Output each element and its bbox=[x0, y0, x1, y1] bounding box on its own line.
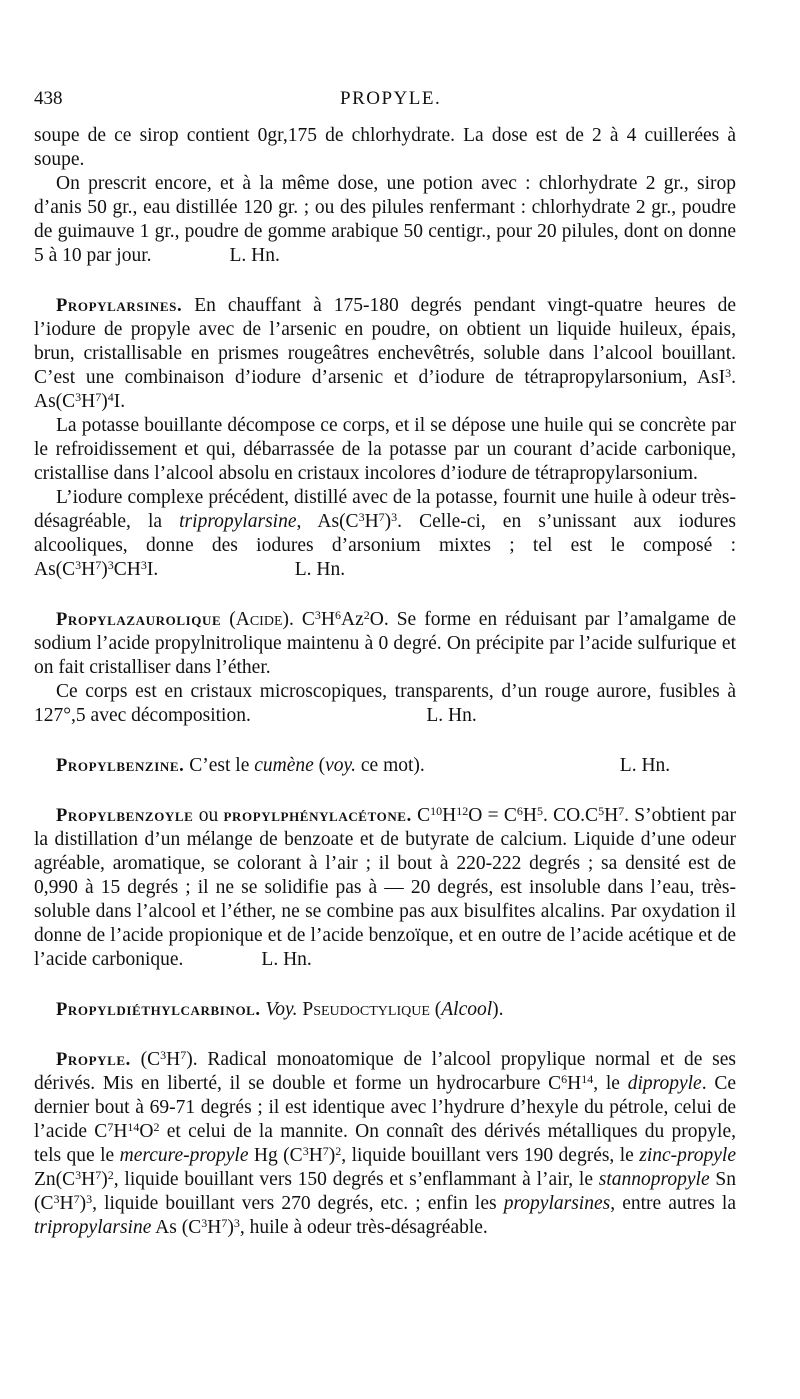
signature: L. Hn. bbox=[229, 245, 280, 266]
document-page bbox=[34, 88, 736, 1240]
entry-propylazaurolique: Propylazaurolique (Acide). $C^3H^6Az^2O$. Se forme en réduisant par l’amalgame de sodium l’acide propylnitrolique maintenu à 0 degré. On précipite par l’acide sulfurique et on fait cristalliser dans l’éther. bbox=[34, 608, 736, 678]
entry-headword: Propylbenzoyle bbox=[56, 806, 194, 826]
page-header bbox=[34, 88, 736, 124]
signature: L. Hn. bbox=[261, 949, 312, 970]
entry-headword: Propylazaurolique bbox=[56, 610, 222, 630]
entry-headword: Propyle. bbox=[56, 1050, 131, 1070]
entry-propylbenzoyle: Propylbenzoyle ou propylphénylacétone. $C^{10}H^{12}O = C^6H^5$. $CO.C^5H^7$. S’obtient par la distillation d’un mélange de benzoate et de butyrate de calcium. Liquide d’une odeur agréable, aromatique, se colorant à l’air ; il bout à 220-222 degrés ; sa densité est de 0,990 à 15 degrés ; il ne se solidifie pas à — 20 degrés, est insoluble dans l’eau, très-soluble dans l’alcool et l’éther, ne se combine pas aux bisulfites alcalins. Par oxydation il donne de l’acide propionique et de l’acide benzoïque, et en outre de l’acide acétique et de l’acide carbonique. L. Hn. bbox=[34, 804, 736, 970]
entry-headword: Propylbenzine. bbox=[56, 756, 185, 776]
signature: L. Hn. bbox=[619, 755, 671, 776]
entry-headword: Propylarsines. bbox=[56, 296, 183, 316]
entry-headword: Propyldiéthylcarbinol. bbox=[56, 1000, 261, 1020]
paragraph-continuation: soupe de ce sirop contient 0gr,175 de chlorhydrate. La dose est de 2 à 4 cuillerées à soupe. bbox=[34, 125, 736, 170]
entry-propyle: Propyle. $(C^3H^7)$. Radical monoatomique de l’alcool propylique normal et de ses dérivés. Mis en liberté, il se double et forme un hydrocarbure $C^6H^{14}$, le dipropyle. Ce dernier bout à 69-71 degrés ; il est identique avec l’hydrure d’hexyle du pétrole, celui de l’acide $C^7H^{14}O^2$ et celui de la mannite. On connaît des dérivés métalliques du propyle, tels que le mercure-propyle Hg $(C^3H^7)^2$, liquide bouillant vers 190 degrés, le zinc-propyle $Zn(C^3H^7)^2$, liquide bouillant vers 150 degrés et s’enflammant à l’air, le stannopropyle Sn $(C^3H^7)^3$, liquide bouillant vers 270 degrés, etc. ; enfin les propylarsines, entre autres la tripropylarsine As $(C^3H^7)^3$, huile à odeur très-désagréable. bbox=[34, 1048, 736, 1238]
running-title: PROPYLE. bbox=[340, 88, 442, 109]
signature: L. Hn. bbox=[294, 559, 346, 580]
paragraph-prescription: On prescrit encore, et à la même dose, une potion avec : chlorhydrate 2 gr., sirop d’anis 50 gr., eau distillée 120 gr. ; ou des pilules renfermant : chlorhydrate 2 gr., poudre de guimauve 1 gr., poudre de gomme arabique 50 centigr., pour 20 pilules, dont on donne 5 à 10 par jour. L. Hn. bbox=[34, 173, 736, 266]
entry-propylbenzine: Propylbenzine. C’est le cumène (voy. ce mot). L. Hn. bbox=[56, 755, 671, 776]
entry-propyldiethylcarbinol: Propyldiéthylcarbinol. Voy. Pseudoctylique (Alcool). bbox=[56, 999, 504, 1020]
page-number: 438 bbox=[34, 88, 63, 109]
signature: L. Hn. bbox=[426, 705, 477, 726]
entry-headword-alt: propylphénylacétone. bbox=[223, 806, 412, 826]
paragraph-cristaux: Ce corps est en cristaux microscopiques, transparents, d’un rouge aurore, fusibles à 127°,5 avec décomposition. L. Hn. bbox=[34, 681, 736, 726]
paragraph-potasse: La potasse bouillante décompose ce corps, et il se dépose une huile qui se concrète par le refroidissement et qui, débarrassée de la potasse par un courant d’acide carbonique, cristallise dans l’alcool absolu en cristaux incolores d’iodure de tétrapropylarsonium. bbox=[34, 415, 736, 484]
entry-propylarsines: Propylarsines. En chauffant à 175-180 degrés pendant vingt-quatre heures de l’iodure de propyle avec de l’arsenic en poudre, on obtient un liquide huileux, épais, brun, cristallisable en prismes rougeâtres enchevêtrés, soluble dans l’alcool bouillant. C’est une combinaison d’iodure d’arsenic et d’iodure de tétrapropylarsonium, AsI$^3$. $As(C^3H^7)^4I$. bbox=[34, 295, 736, 412]
paragraph-iodure: L’iodure complexe précédent, distillé avec de la potasse, fournit une huile à odeur très-désagréable, la tripropylarsine, $As(C^3H^7)^3$. Celle-ci, en s’unissant aux iodures alcooliques, donne des iodures d’arsonium mixtes ; tel est le composé : $As(C^3H^7)^3CH^3I$. L. Hn. bbox=[34, 487, 736, 580]
